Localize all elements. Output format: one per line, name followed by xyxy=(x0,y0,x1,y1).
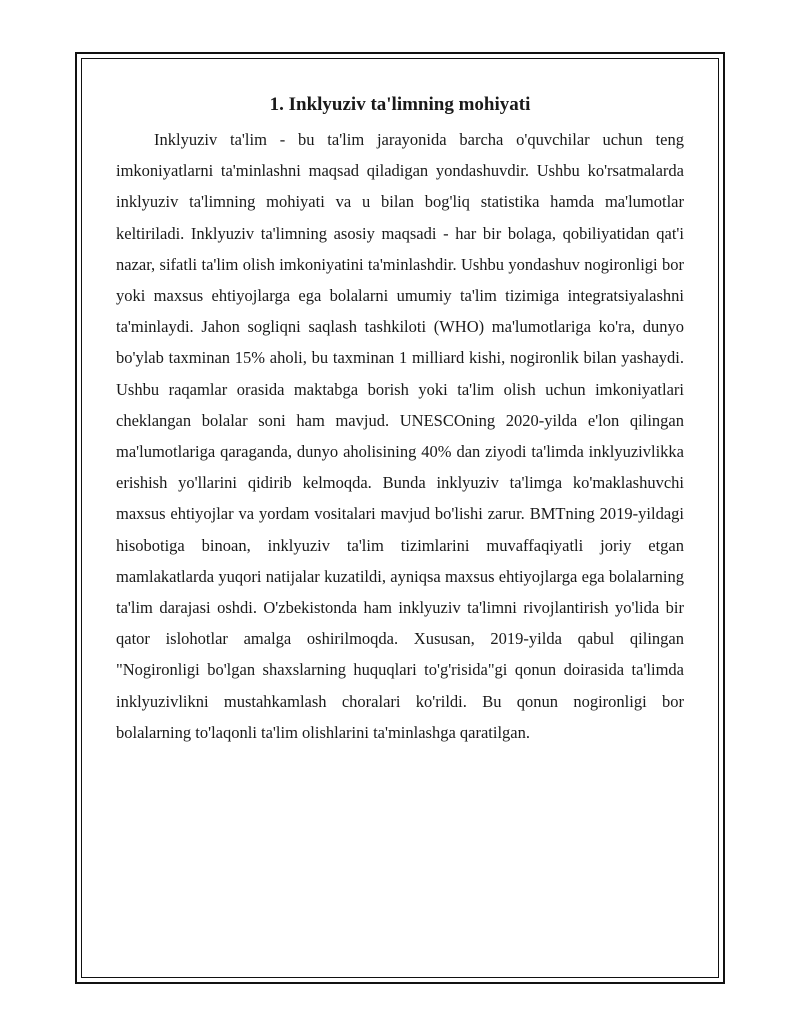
body-paragraph: Inklyuziv ta'lim - bu ta'lim jarayonida barcha o'quvchilar uchun teng imkoniyatlarni ta'minlashni maqsad qiladigan yondashuvdir. Ushbu ko'rsatmalarda inklyuziv ta'limning mohiyati va u bilan bog'liq statistika hamda ma'lumotlar keltiriladi. Inklyuziv ta'limning asosiy maqsadi - har bir bolaga, qobiliyatidan qat'i nazar, sifatli ta'lim olish imkoniyatini ta'minlashdir. Ushbu yondashuv nogironligi bor yoki maxsus ehtiyojlarga ega bolalarni umumiy ta'lim tizimiga integratsiyalashni ta'minlaydi. Jahon sogliqni saqlash tashkiloti (WHO) ma'lumotlariga ko'ra, dunyo bo'ylab taxminan 15% aholi, bu taxminan 1 milliard kishi, nogironlik bilan yashaydi. Ushbu raqamlar orasida maktabga borish yoki ta'lim olish uchun imkoniyatlari cheklangan bolalar soni ham mavjud. UNESCOning 2020-yilda e'lon qilingan ma'lumotlariga qaraganda, dunyo aholisining 40% dan ziyodi ta'limda inklyuzivlikka erishish yo'llarini qidirib kelmoqda. Bunda inklyuziv ta'limga ko'maklashuvchi maxsus ehtiyojlar va yordam vositalari mavjud bo'lishi zarur. BMTning 2019-yildagi hisobotiga binoan, inklyuziv ta'lim tizimlarini muvaffaqiyatli joriy etgan mamlakatlarda yuqori natijalar kuzatildi, ayniqsa maxsus ehtiyojlarga ega bolalarning ta'lim darajasi oshdi. O'zbekistonda ham inklyuziv ta'limni rivojlantirish yo'lida bir qator islohotlar amalga oshirilmoqda. Xususan, 2019-yilda qabul qilingan "Nogironligi bo'lgan shaxslarning huquqlari to'g'risida"gi qonun doirasida ta'limda inklyuzivlikni mustahkamlash choralari ko'rildi. Bu qonun nogironligi bor bolalarning to'laqonli ta'lim olishlarini ta'minlashga qaratilgan. xyxy=(116,130,684,742)
section-title: 1. Inklyuziv ta'limning mohiyati xyxy=(269,94,531,115)
document-body xyxy=(116,92,684,748)
